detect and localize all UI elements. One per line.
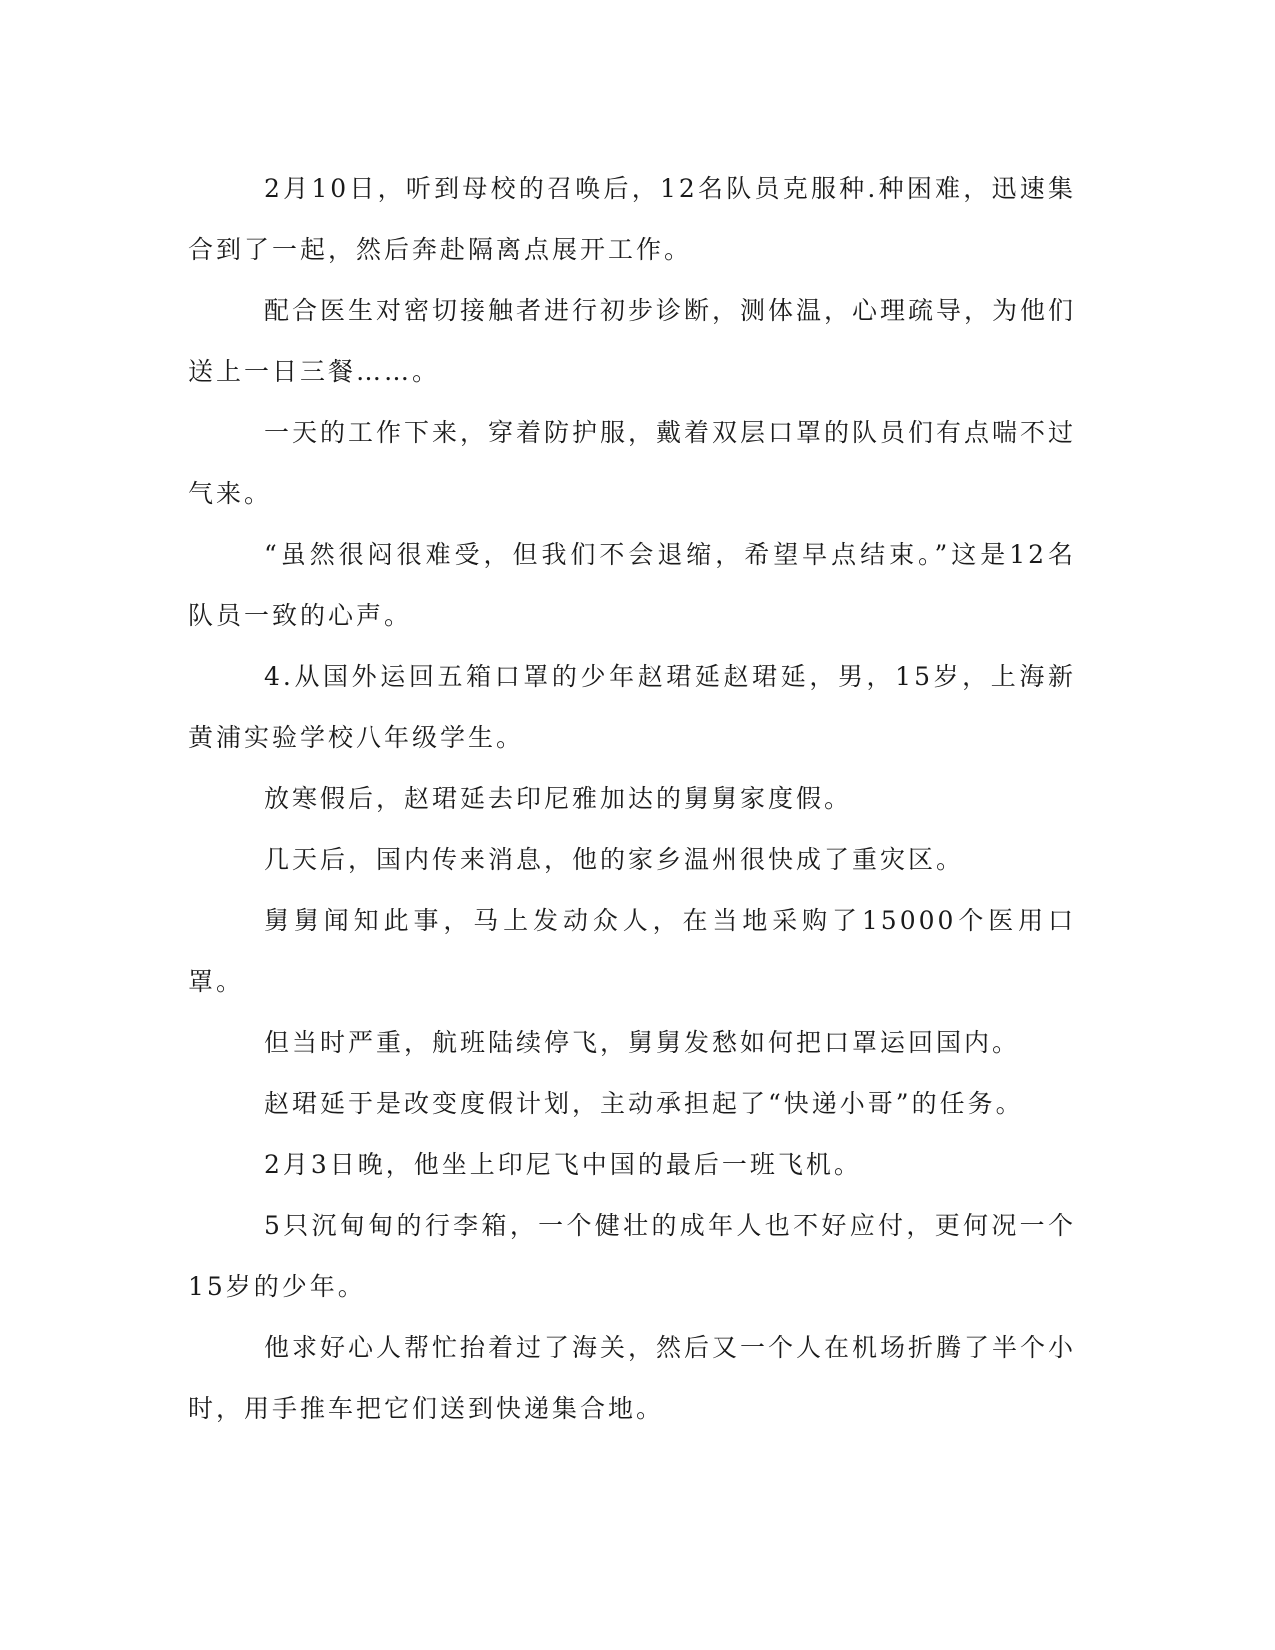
paragraph: 几天后，国内传来消息，他的家乡温州很快成了重灾区。 [264,845,965,874]
paragraph: 但当时严重，航班陆续停飞，舅舅发愁如何把口罩运回国内。 [264,1028,1021,1057]
paragraph: 4.从国外运回五箱口罩的少年赵珺延赵珺延，男，15岁，上海新黄浦实验学校八年级学生。 [188,662,1076,752]
paragraph: 他求好心人帮忙抬着过了海关，然后又一个人在机场折腾了半个小时，用手推车把它们送到快递集合地。 [188,1333,1077,1423]
paragraph: 一天的工作下来，穿着防护服，戴着双层口罩的队员们有点喘不过气来。 [188,418,1077,508]
document-body [188,158,1076,1439]
paragraph: 配合医生对密切接触者进行初步诊断，测体温，心理疏导，为他们送上一日三餐……。 [188,296,1077,386]
paragraph: 2月10日，听到母校的召唤后，12名队员克服种.种困难，迅速集合到了一起，然后奔赴隔离点展开工作。 [188,174,1076,264]
paragraph: 舅舅闻知此事，马上发动众人，在当地采购了15000个医用口罩。 [188,906,1076,996]
paragraph: 2月3日晚，他坐上印尼飞中国的最后一班飞机。 [264,1150,862,1179]
paragraph: 放寒假后，赵珺延去印尼雅加达的舅舅家度假。 [264,784,853,813]
paragraph: “虽然很闷很难受，但我们不会退缩，希望早点结束。”这是12名队员一致的心声。 [188,540,1076,630]
paragraph: 5只沉甸甸的行李箱，一个健壮的成年人也不好应付，更何况一个15岁的少年。 [188,1211,1076,1301]
paragraph: 赵珺延于是改变度假计划，主动承担起了“快递小哥”的任务。 [264,1089,1024,1118]
